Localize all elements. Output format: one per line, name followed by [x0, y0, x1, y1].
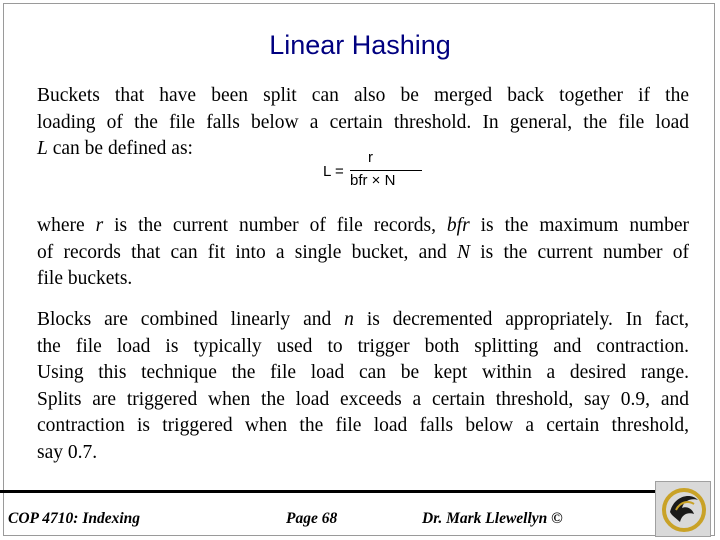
text-line: Using this technique the file load can be kept within a desired range.: [37, 362, 689, 383]
variable-bfr: bfr: [446, 215, 470, 236]
footer-page-number: Page 68: [286, 510, 338, 527]
variable-n: n: [344, 309, 354, 330]
text-line: say 0.7.: [37, 441, 98, 463]
text-fragment: is the current number of file records,: [103, 215, 447, 236]
text-fragment: can be defined as:: [47, 138, 193, 159]
pegasus-logo-graphic: [656, 482, 710, 536]
formula-lhs: L =: [323, 163, 344, 180]
text-line: loading of the file falls below a certain threshold. In general, the file load: [37, 111, 689, 133]
text-fragment: where: [37, 215, 96, 236]
footer-course: COP 4710: Indexing: [8, 510, 141, 527]
text-line: file buckets.: [37, 268, 133, 289]
formula-numerator: r: [368, 149, 373, 166]
footer-divider: [0, 490, 655, 493]
formula-denominator: bfr × N: [350, 172, 396, 189]
slide-title: Linear Hashing: [269, 30, 451, 60]
fraction-bar: [350, 170, 422, 171]
ucf-pegasus-logo-icon: [655, 481, 711, 537]
text-fragment: is the maximum number: [469, 215, 689, 236]
text-line: [37, 307, 689, 334]
text-line: Buckets that have been split can also be merged back together if the: [37, 85, 689, 106]
footer-author: Dr. Mark Llewellyn ©: [422, 510, 563, 527]
text-fragment: is the current number of: [470, 241, 689, 263]
text-line: the file load is typically used to trigger both splitting and contraction.: [37, 335, 689, 357]
paragraph-contraction: [37, 307, 689, 466]
text-line: contraction is triggered when the file load falls below a certain threshold,: [37, 415, 689, 436]
text-line: [37, 213, 689, 240]
text-line: [37, 240, 689, 267]
text-line: Splits are triggered when the load exceeds a certain threshold, say 0.9, and: [37, 388, 689, 410]
variable-L: L: [37, 138, 48, 159]
load-formula: [323, 151, 413, 195]
variable-N: N: [457, 241, 471, 263]
paragraph-definitions: [37, 213, 689, 293]
text-fragment: of records that can fit into a single bucket, and: [37, 241, 458, 263]
text-fragment: is decremented appropriately. In fact,: [353, 309, 689, 330]
text-fragment: Blocks are combined linearly and: [37, 309, 345, 330]
variable-r: r: [95, 215, 104, 236]
